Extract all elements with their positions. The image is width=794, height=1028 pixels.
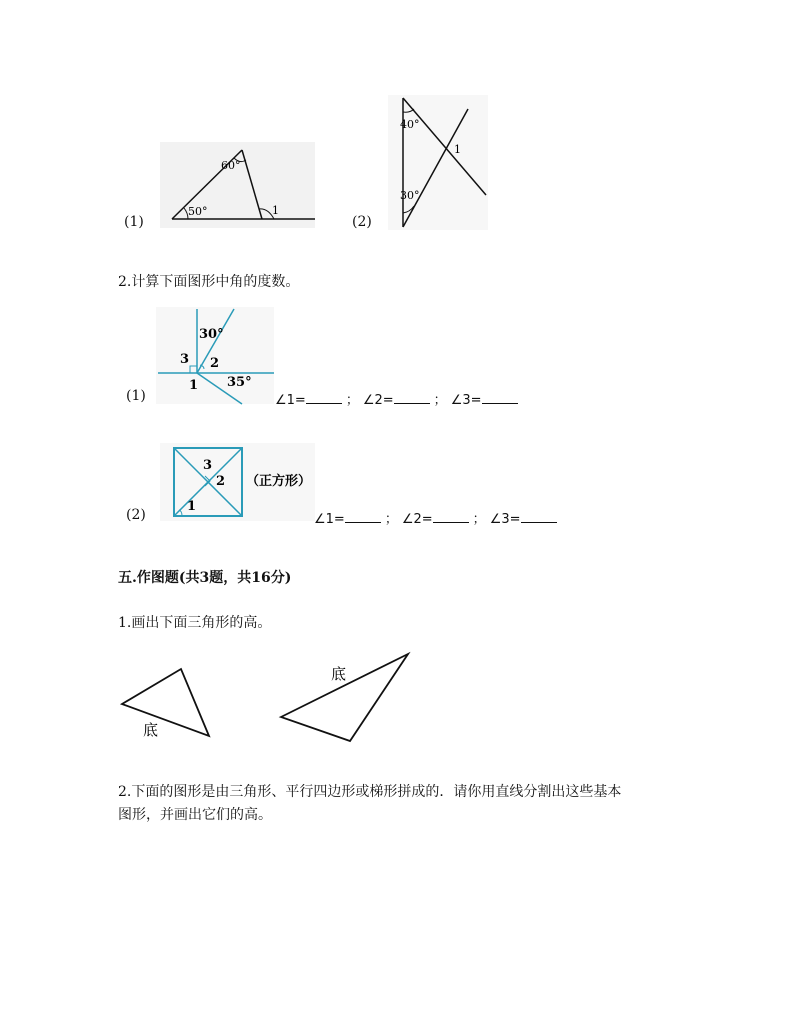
right-angle-mark <box>190 366 197 373</box>
answer-angle-2-blank[interactable] <box>394 391 430 404</box>
section-5-heading: 五.作图题(共3题，共16分) <box>118 570 292 586</box>
diagonal-line-down <box>403 98 486 195</box>
figure-2-label: (2) <box>352 214 372 230</box>
square-diagonals-figure <box>160 443 320 523</box>
angle-label-50: 50° <box>188 205 208 218</box>
separator: ； <box>472 512 486 527</box>
separator: ； <box>433 393 447 408</box>
q2-figure-1-answers <box>275 389 518 408</box>
base-label-left: 底 <box>143 721 159 739</box>
answer-angle-3-blank[interactable] <box>521 510 557 523</box>
angle-label-1: 1 <box>454 143 461 156</box>
q2-figure-2-label: (2) <box>126 507 146 523</box>
section-5-question-2-line-1: 2.下面的图形是由三角形、平行四边形或梯形拼成的．请你用直线分割出这些基本 <box>118 784 622 800</box>
answer-angle-1-blank[interactable] <box>306 391 342 404</box>
label-30-deg: 30° <box>199 327 224 342</box>
answer-angle-1-blank[interactable] <box>345 510 381 523</box>
answer-angle-1-label: ∠1= <box>275 393 306 408</box>
answer-angle-2-blank[interactable] <box>433 510 469 523</box>
answer-angle-1-label: ∠1= <box>314 512 345 527</box>
label-2: 2 <box>216 474 226 489</box>
answer-angle-2-label: ∠2= <box>362 393 394 408</box>
answer-angle-3-label: ∠3= <box>450 393 482 408</box>
crossing-lines-figure <box>388 95 490 232</box>
section-5-question-1: 1.画出下面三角形的高。 <box>118 615 272 631</box>
answer-angle-3-blank[interactable] <box>482 391 518 404</box>
angle-label-1: 1 <box>272 204 279 217</box>
angle-label-40: 40° <box>400 118 420 131</box>
teal-angle-figure <box>156 307 276 406</box>
section-5-question-2-line-2: 图形，并画出它们的高。 <box>118 807 272 823</box>
square-note: （正方形） <box>246 474 312 489</box>
label-1: 1 <box>189 378 199 393</box>
separator: ； <box>384 512 398 527</box>
label-1: 1 <box>187 499 197 514</box>
triangles-to-draw-heights <box>110 645 430 755</box>
angle-label-60: 60° <box>221 159 241 172</box>
triangle-exterior-angle-figure <box>160 142 320 232</box>
base-label-right: 底 <box>331 665 347 683</box>
answer-angle-2-label: ∠2= <box>401 512 433 527</box>
label-3: 3 <box>203 458 213 473</box>
q2-figure-1-label: (1) <box>126 388 146 404</box>
label-2: 2 <box>210 356 220 371</box>
triangle-left <box>122 669 209 736</box>
angle-label-30: 30° <box>400 189 420 202</box>
answer-angle-3-label: ∠3= <box>489 512 521 527</box>
label-35-deg: 35° <box>227 375 252 390</box>
label-3: 3 <box>180 352 190 367</box>
q2-figure-2-answers <box>314 508 557 527</box>
separator: ； <box>345 393 359 408</box>
figure-1-label: (1) <box>124 214 144 230</box>
question-2-title: 2.计算下面图形中角的度数。 <box>118 274 300 290</box>
